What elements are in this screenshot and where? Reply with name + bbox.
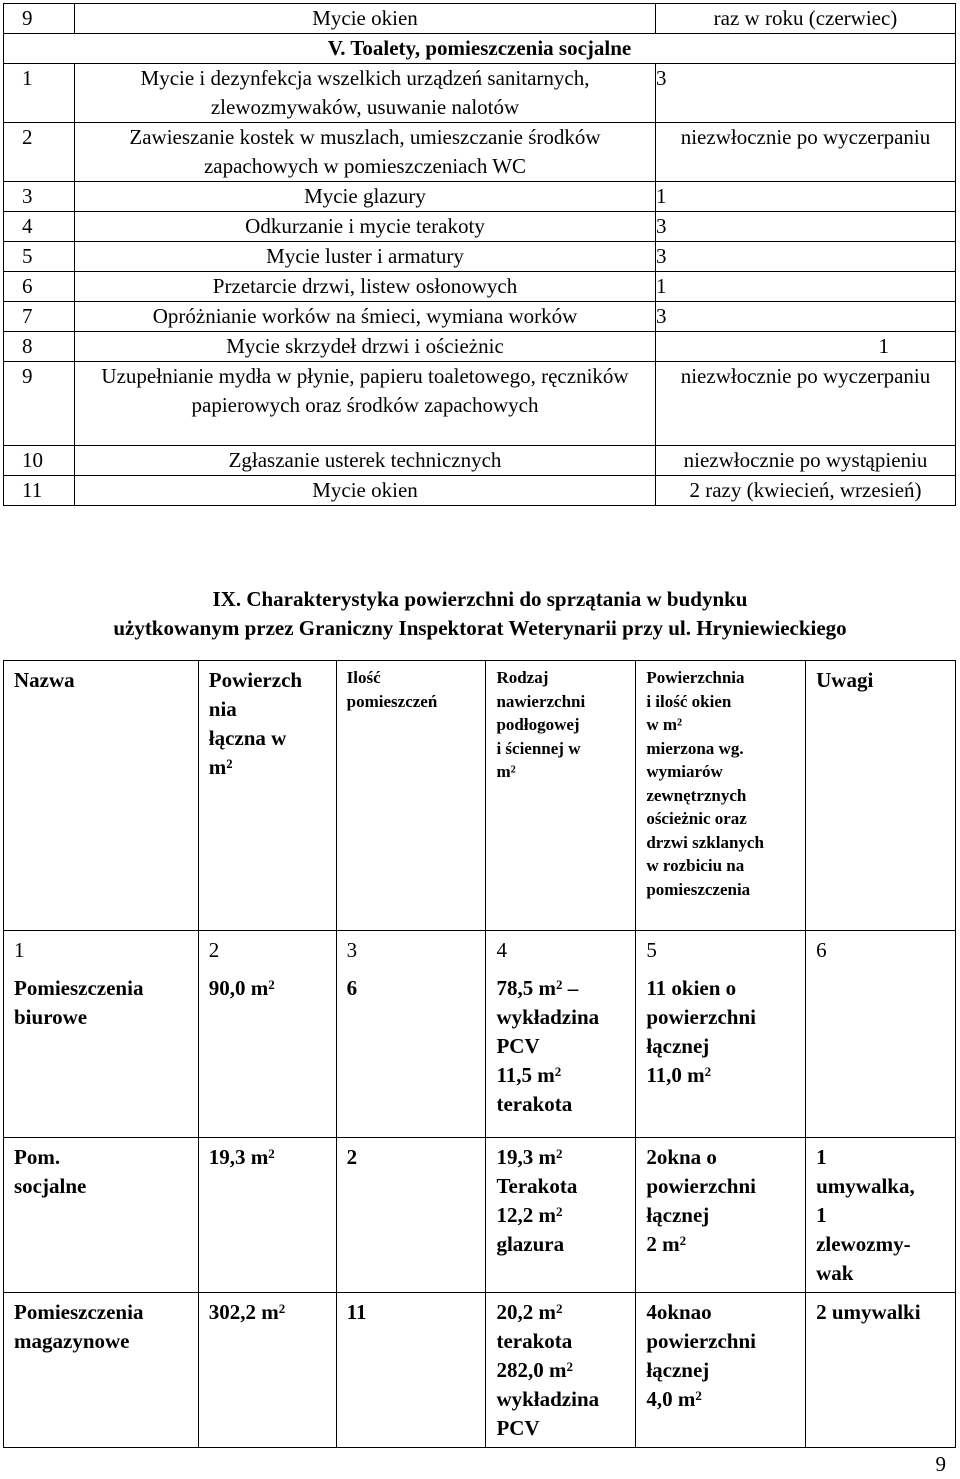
windows-line	[646, 1230, 797, 1259]
header-area-line: nia	[208, 697, 237, 721]
surface-line	[496, 1003, 627, 1032]
header-row	[4, 661, 956, 931]
header-surface-line: m²	[496, 762, 516, 781]
windows-line	[646, 1201, 797, 1230]
surface-line	[496, 1090, 627, 1119]
room-surface	[486, 1137, 636, 1292]
task-description: Przetarcie drzwi, listew osłonowych	[75, 272, 656, 302]
surface-text: glazura	[496, 1231, 565, 1256]
task-frequency: niezwłocznie po wyczerpaniu	[656, 123, 956, 182]
room-windows	[636, 969, 806, 1137]
superscript: 2	[695, 1387, 702, 1403]
room-count: 11	[336, 1292, 486, 1447]
surface-line	[496, 1298, 627, 1327]
surface-text: wykładzina	[496, 1005, 600, 1029]
surface-text: 19,3 m	[496, 1144, 556, 1169]
room-name-line: socjalne	[14, 1173, 87, 1198]
windows-text: łącznej	[646, 1202, 710, 1227]
room-windows	[636, 1292, 806, 1447]
room-area	[198, 1137, 336, 1292]
header-windows-line: mierzona wg.	[646, 738, 744, 758]
room-name-line: biurowe	[14, 1005, 88, 1029]
header-area-line: Powierzch	[208, 668, 303, 692]
schedule-row	[4, 212, 956, 242]
room-name-line: Pom.	[14, 1144, 61, 1169]
windows-line	[646, 974, 797, 1003]
header-notes: Uwagi	[806, 661, 956, 931]
room-surface	[486, 969, 636, 1137]
windows-text: 2 m	[646, 1231, 680, 1256]
surface-line	[496, 1201, 627, 1230]
header-count	[336, 661, 486, 931]
column-number: 6	[806, 931, 956, 970]
row-number: 11	[4, 476, 75, 506]
windows-line	[646, 1032, 797, 1061]
superscript: 2	[268, 1145, 275, 1161]
room-surface	[486, 1292, 636, 1447]
task-description: Zgłaszanie usterek technicznych	[75, 446, 656, 476]
windows-text: 11 okien o	[646, 976, 737, 1000]
header-windows-line: Powierzchnia	[646, 668, 745, 687]
surface-text: terakota	[496, 1328, 573, 1353]
schedule-row	[4, 182, 956, 212]
header-count-line: pomieszczeń	[346, 691, 438, 711]
header-windows-line: drzwi szklanych	[646, 832, 764, 852]
surface-line	[496, 1327, 627, 1356]
superscript: 2	[704, 1064, 712, 1079]
room-area	[198, 969, 336, 1137]
schedule-row	[4, 64, 956, 123]
room-windows	[636, 1137, 806, 1292]
notes-line: 1	[816, 1144, 827, 1169]
room-name-line: Pomieszczenia	[14, 1299, 144, 1324]
superscript: 2	[555, 977, 563, 992]
schedule-row	[4, 332, 956, 362]
superscript: 2	[566, 1358, 573, 1374]
room-notes	[806, 1292, 956, 1447]
task-frequency: 2 razy (kwiecień, wrzesień)	[656, 476, 956, 506]
task-description: Zawieszanie kostek w muszlach, umieszczanie środków zapachowych w pomieszczeniach WC	[75, 123, 656, 182]
windows-line	[646, 1327, 797, 1356]
row-number: 1	[4, 64, 75, 123]
row-number: 8	[4, 332, 75, 362]
task-description: Mycie i dezynfekcja wszelkich urządzeń sanitarnych, zlewozmywaków, usuwanie nalotów	[75, 64, 656, 123]
windows-line	[646, 1385, 797, 1414]
page-number: 9	[935, 1452, 946, 1476]
windows-line	[646, 1356, 797, 1385]
windows-text: 4oknao	[646, 1299, 712, 1324]
header-windows-line: ościeżnic oraz	[646, 809, 747, 828]
row-number: 7	[4, 302, 75, 332]
surface-text: Terakota	[496, 1173, 578, 1198]
row-number: 4	[4, 212, 75, 242]
task-frequency: 3	[656, 64, 956, 123]
windows-line	[646, 1003, 797, 1032]
header-area-line: łączna w	[208, 726, 287, 750]
surface-text: terakota	[496, 1092, 573, 1116]
notes-line: zlewozmy-	[816, 1231, 911, 1256]
task-frequency: 3	[656, 302, 956, 332]
task-frequency: 1	[656, 272, 956, 302]
surface-line	[496, 1061, 627, 1090]
notes-line: wak	[816, 1260, 854, 1285]
superscript: 2	[679, 1232, 687, 1248]
room-name-line: Pomieszczenia	[14, 976, 144, 1000]
header-surface-line: Rodzaj	[496, 668, 549, 687]
row-number: 3	[4, 182, 75, 212]
row-number: 6	[4, 272, 75, 302]
surface-row	[4, 969, 956, 1137]
task-description: Odkurzanie i mycie terakoty	[75, 212, 656, 242]
header-surface-line: nawierzchni	[496, 691, 586, 711]
notes-line: 1	[816, 1202, 827, 1227]
header-windows	[636, 661, 806, 931]
surface-line	[496, 974, 627, 1003]
task-description: Mycie glazury	[75, 182, 656, 212]
room-area-value: 19,3 m	[208, 1144, 269, 1169]
surface-text: PCV	[496, 1034, 540, 1058]
column-number: 4	[486, 931, 636, 970]
room-area-value: 90,0 m	[208, 976, 269, 1000]
header-windows-line: wymiarów	[646, 762, 723, 781]
surface-line	[496, 1032, 627, 1061]
windows-line	[646, 1061, 797, 1090]
room-name	[4, 1137, 199, 1292]
column-number: 5	[636, 931, 806, 970]
room-count: 2	[336, 1137, 486, 1292]
room-name	[4, 1292, 199, 1447]
notes-line: 2 umywalki	[816, 1299, 921, 1324]
column-number: 2	[198, 931, 336, 970]
windows-text: powierzchni	[646, 1173, 756, 1198]
windows-text: powierzchni	[646, 1005, 756, 1029]
surface-text: 282,0 m	[496, 1357, 567, 1382]
schedule-row	[4, 123, 956, 182]
header-count-line: Ilość	[346, 668, 381, 687]
section-ix-title-line2: użytkowanym przez Graniczny Inspektorat Weterynarii przy ul. Hryniewieckiego	[113, 616, 847, 640]
notes-line: umywalka,	[816, 1173, 915, 1198]
header-windows-line: w m²	[646, 715, 683, 734]
surface-characteristics-table	[3, 660, 956, 1448]
task-frequency: raz w roku (czerwiec)	[656, 4, 956, 34]
room-name	[4, 969, 199, 1137]
header-area	[198, 661, 336, 931]
schedule-row	[4, 476, 956, 506]
schedule-row	[4, 302, 956, 332]
room-count: 6	[336, 969, 486, 1137]
room-area	[198, 1292, 336, 1447]
task-frequency: 3	[656, 242, 956, 272]
header-area-line: m²	[208, 755, 233, 779]
row-number: 10	[4, 446, 75, 476]
task-frequency: niezwłocznie po wystąpieniu	[656, 446, 956, 476]
header-name: Nazwa	[4, 661, 199, 931]
superscript: 2	[278, 1300, 286, 1316]
windows-text: powierzchni	[646, 1328, 756, 1353]
surface-row	[4, 1292, 956, 1447]
surface-text: 20,2 m	[496, 1299, 556, 1324]
row-number: 9	[4, 4, 75, 34]
column-number: 3	[336, 931, 486, 970]
superscript: 2	[554, 1064, 562, 1079]
header-surface-line: podłogowej	[496, 715, 580, 734]
surface-text: PCV	[496, 1415, 540, 1440]
surface-row	[4, 1137, 956, 1292]
task-frequency: 1	[656, 182, 956, 212]
schedule-row	[4, 4, 956, 34]
schedule-row	[4, 362, 956, 446]
task-description: Mycie okien	[75, 476, 656, 506]
header-windows-line: zewnętrznych	[646, 785, 747, 805]
surface-suffix: –	[562, 976, 579, 1000]
surface-line	[496, 1230, 627, 1259]
surface-text: 78,5 m	[496, 976, 556, 1000]
header-surface-line: i ściennej w	[496, 738, 581, 758]
surface-line	[496, 1356, 627, 1385]
windows-line	[646, 1172, 797, 1201]
surface-text: 12,2 m	[496, 1202, 556, 1227]
column-number-row	[4, 931, 956, 970]
schedule-row	[4, 242, 956, 272]
task-description: Opróżnianie worków na śmieci, wymiana worków	[75, 302, 656, 332]
schedule-row	[4, 272, 956, 302]
room-notes	[806, 1137, 956, 1292]
windows-text: łącznej	[646, 1034, 710, 1058]
surface-line	[496, 1414, 627, 1443]
windows-line	[646, 1143, 797, 1172]
header-windows-line: w rozbiciu na	[646, 856, 745, 875]
schedule-row	[4, 446, 956, 476]
section-heading: V. Toalety, pomieszczenia socjalne	[4, 34, 956, 64]
task-frequency: niezwłocznie po wyczerpaniu	[656, 362, 956, 446]
row-number: 9	[4, 362, 75, 446]
header-windows-line: i ilość okien	[646, 691, 732, 711]
room-area-value: 302,2 m	[208, 1299, 279, 1324]
surface-text: 11,5 m	[496, 1063, 555, 1087]
surface-line	[496, 1385, 627, 1414]
column-number: 1	[4, 931, 199, 970]
task-frequency: 1	[656, 332, 956, 362]
windows-text: 2okna o	[646, 1144, 717, 1169]
superscript: 2	[555, 1300, 563, 1316]
windows-text: łącznej	[646, 1357, 710, 1382]
task-description: Mycie okien	[75, 4, 656, 34]
task-description: Mycie luster i armatury	[75, 242, 656, 272]
surface-line	[496, 1172, 627, 1201]
superscript: 2	[555, 1145, 563, 1161]
windows-text: 11,0 m	[646, 1063, 705, 1087]
header-windows-line: pomieszczenia	[646, 879, 751, 899]
room-notes	[806, 969, 956, 1137]
room-name-line: magazynowe	[14, 1328, 130, 1353]
cleaning-schedule-table	[3, 3, 956, 506]
surface-line	[496, 1143, 627, 1172]
task-frequency: 3	[656, 212, 956, 242]
schedule-row	[4, 34, 956, 64]
windows-text: 4,0 m	[646, 1386, 696, 1411]
superscript: 2	[268, 977, 275, 992]
windows-line	[646, 1298, 797, 1327]
row-number: 5	[4, 242, 75, 272]
surface-text: wykładzina	[496, 1386, 600, 1411]
section-ix-title-line1: IX. Charakterystyka powierzchni do sprzątania w budynku	[212, 587, 748, 611]
row-number: 2	[4, 123, 75, 182]
header-surface	[486, 661, 636, 931]
task-description: Uzupełnianie mydła w płynie, papieru toaletowego, ręczników papierowych oraz środków zapachowych	[75, 362, 656, 446]
task-description: Mycie skrzydeł drzwi i ościeżnic	[75, 332, 656, 362]
superscript: 2	[555, 1203, 563, 1219]
